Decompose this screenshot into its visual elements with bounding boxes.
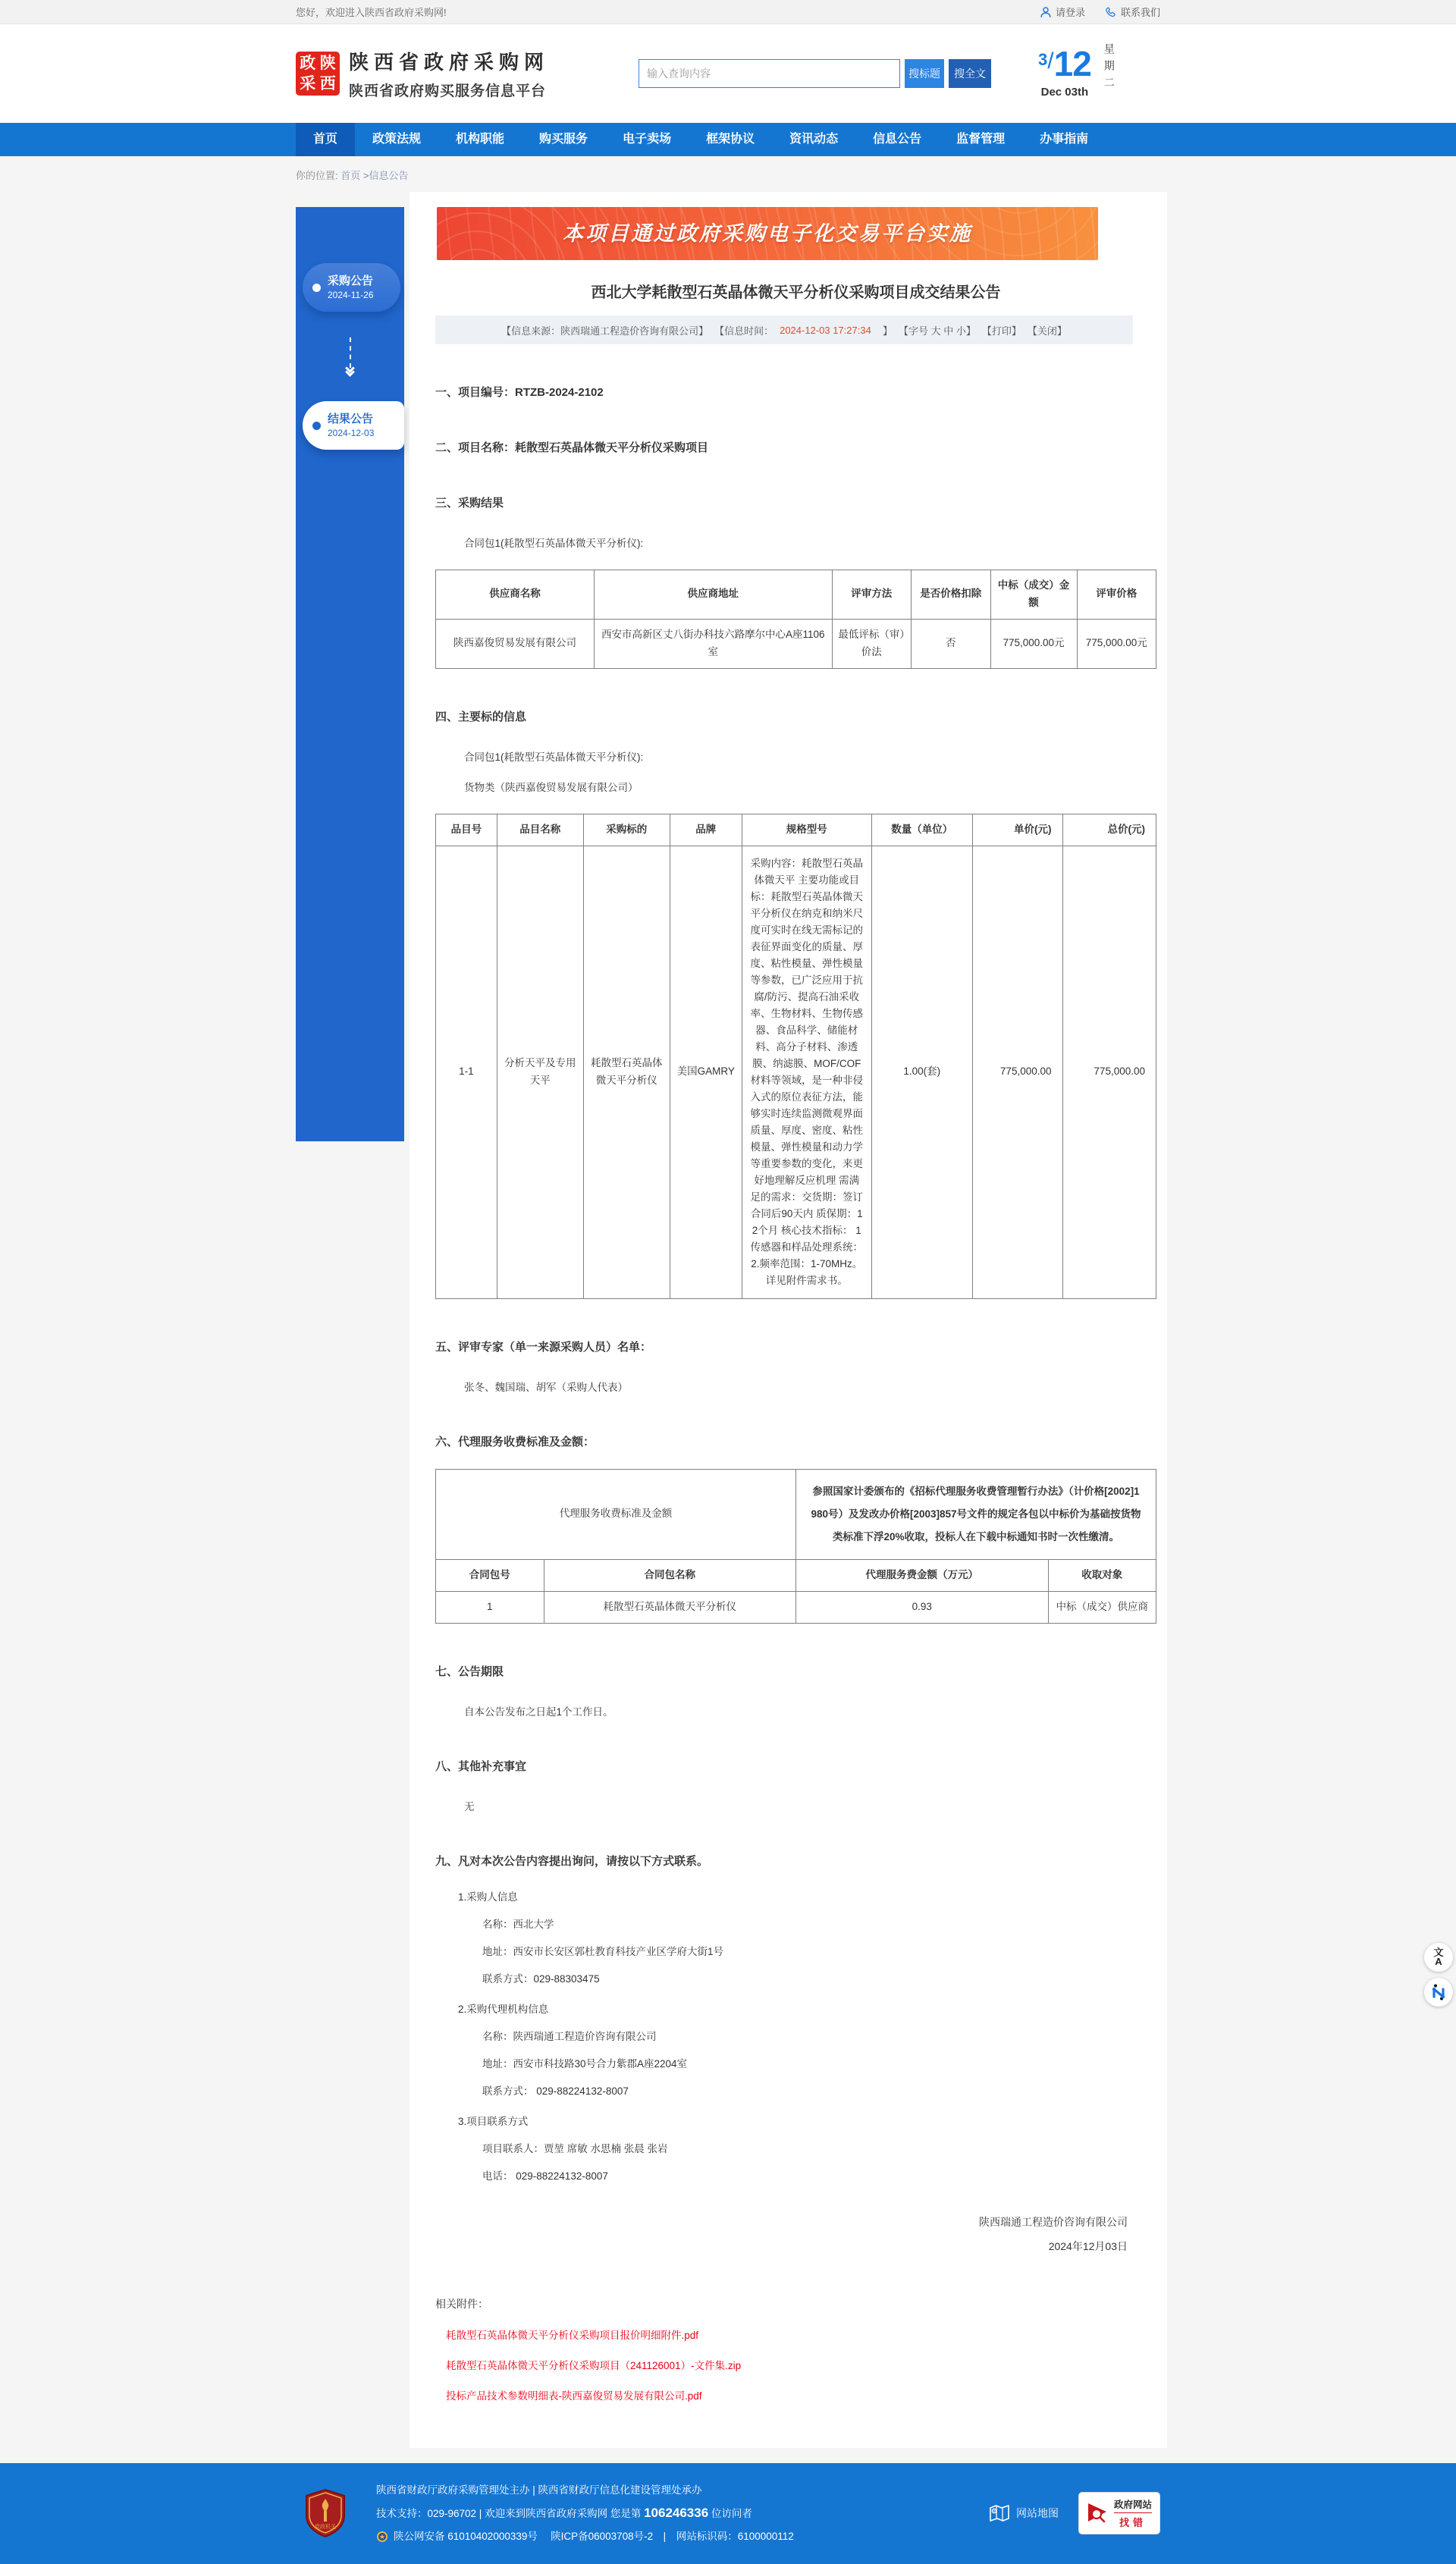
police-badge-icon [376, 2531, 388, 2543]
extension-icon [1429, 1983, 1448, 2001]
result-table [435, 570, 1156, 669]
signature-company: 陕西瑞通工程造价咨询有限公司 [979, 2215, 1128, 2228]
col-eval-method: 评审方法 [832, 570, 912, 620]
site-subtitle: 陕西省政府购买服务信息平台 [349, 83, 547, 99]
breadcrumb: 你的位置: 首页 >信息公告 [296, 170, 409, 181]
article-meta-bar: 【信息来源：陕西瑞通工程造价咨询有限公司】 【信息时间： 2024-12-03 17:27:34 】 【字号 大 中 小】 【打印】 【关闭】 [435, 315, 1133, 344]
agency-name: 名称：陕西瑞通工程造价咨询有限公司 [482, 2030, 657, 2042]
col-qty: 数量（单位） [871, 814, 972, 846]
date-month: 3 [1038, 50, 1048, 69]
translate-icon: 文 A [1433, 1947, 1444, 1967]
login-label: 请登录 [1055, 7, 1085, 18]
footer [0, 2463, 1456, 2564]
purchaser-name: 名称：西北大学 [482, 1918, 554, 1930]
col-item-name: 品目名称 [497, 814, 583, 846]
table-row: 1 耗散型石英晶体微天平分析仪 0.93 中标（成交）供应商 [436, 1591, 1156, 1623]
sidebar [296, 207, 404, 1141]
table-row: 陕西嘉俊贸易发展有限公司 西安市高新区丈八街办科技六路摩尔中心A座1106室 最低评标（审）价法 否 775,000.00元 775,000.00元 [436, 619, 1156, 668]
project-phone: 电话： 029-88224132-8007 [482, 2170, 608, 2182]
date-english: Dec 03th [1040, 86, 1089, 99]
attachment-link[interactable]: 耗散型石英晶体微天平分析仪采购项目报价明细附件.pdf [446, 2329, 699, 2341]
fee-standard-label: 代理服务收费标准及金额 [436, 1469, 796, 1559]
bullet-dot-icon [312, 422, 321, 430]
error-report-badge[interactable]: 政府网站 找错 [1078, 2492, 1160, 2534]
date-widget: 3/12 Dec 03th 星期二 [1038, 43, 1117, 104]
col-eval-price: 评审价格 [1077, 570, 1156, 620]
col-package-no: 合同包号 [436, 1559, 544, 1591]
meta-time: 2024-12-03 17:27:34 [780, 324, 871, 336]
section-7-heading: 七、公告期限 [435, 1665, 504, 1678]
nav-item-framework[interactable]: 框架协议 [706, 133, 755, 146]
government-emblem-icon [303, 2488, 347, 2538]
col-unit-price: 单价(元) [972, 814, 1062, 846]
other-matters-text: 无 [464, 1800, 475, 1812]
section-3-heading: 三、采购结果 [435, 497, 504, 510]
fontsize-control[interactable]: 【字号 大 中 小】 [899, 325, 976, 337]
sitemap-link[interactable]: 网站地图 [990, 2504, 1059, 2522]
signature-block [435, 2210, 1156, 2258]
section-4-heading: 四、主要标的信息 [435, 710, 527, 723]
project-contacts: 项目联系人：贾堃 席敏 水思楠 张晨 张岩 [482, 2142, 668, 2154]
arrow-down-icon [296, 312, 404, 401]
contact-label: 联系我们 [1120, 7, 1160, 18]
date-day: 12 [1053, 44, 1091, 83]
footer-line2: 技术支持：029-96702 | 欢迎来到陕西省政府采购网 您是第 106246336 位访问者 [376, 2505, 752, 2520]
main-area [296, 192, 1160, 2448]
attachment-link[interactable]: 投标产品技术参数明细表-陕西嘉俊贸易发展有限公司.pdf [446, 2390, 702, 2402]
purchaser-contact: 联系方式：029-88303475 [482, 1972, 600, 1985]
section-1-heading: 一、项目编号：RTZB-2024-2102 [435, 386, 604, 399]
login-link[interactable] [1040, 5, 1085, 19]
breadcrumb-home[interactable]: 首页 [340, 170, 361, 181]
contact-link[interactable] [1105, 5, 1160, 19]
date-weekday: 星期二 [1103, 43, 1116, 93]
print-button[interactable]: 【打印】 [981, 325, 1021, 337]
section-9-heading: 九、凡对本次公告内容提出询问，请按以下方式联系。 [435, 1854, 709, 1868]
nav-item-home[interactable]: 首页 [296, 123, 355, 156]
agency-address: 地址：西安市科技路30号合力紫郡A座2204室 [482, 2057, 688, 2070]
agency-title: 2.采购代理机构信息 [458, 2003, 549, 2015]
attachment-link[interactable]: 耗散型石英晶体微天平分析仪采购项目（241126001）-文件集.zip [446, 2359, 742, 2371]
footer-line3: 陕公网安备 61010402000339号 陕ICP备06003708号-2 | 网站标识码：6100000112 [376, 2525, 794, 2548]
search-title-button[interactable]: 搜标题 [905, 59, 944, 88]
col-total-price: 总价(元) [1062, 814, 1156, 846]
col-fee-payer: 收取对象 [1048, 1559, 1156, 1591]
search-box [639, 59, 991, 88]
attachments-heading: 相关附件： [435, 2297, 488, 2310]
col-brand: 品牌 [670, 814, 742, 846]
section-8-heading: 八、其他补充事宜 [435, 1759, 527, 1773]
section-6-heading: 六、代理服务收费标准及金额： [435, 1435, 595, 1448]
platform-banner: 本项目通过政府采购电子化交易平台实施 [437, 207, 1098, 260]
col-fee-amount: 代理服务费金额（万元） [796, 1559, 1049, 1591]
agency-contact: 联系方式： 029-88224132-8007 [482, 2085, 629, 2097]
category-line: 货物类（陕西嘉俊贸易发展有限公司） [464, 781, 639, 793]
signature-date: 2024年12月03日 [1048, 2239, 1128, 2252]
meta-time-prefix: 【信息时间： [714, 325, 774, 337]
col-subject: 采购标的 [583, 814, 670, 846]
nav-item-supervision[interactable]: 监督管理 [956, 133, 1006, 146]
bullet-dot-icon [312, 284, 321, 292]
purchaser-address: 地址：西安市长安区郭杜教育科技产业区学府大街1号 [482, 1945, 724, 1957]
phone-icon [1105, 6, 1117, 18]
col-supplier-name: 供应商名称 [436, 570, 595, 620]
svg-text:党政机关: 党政机关 [315, 2525, 336, 2531]
search-fulltext-button[interactable]: 搜全文 [949, 59, 991, 88]
col-item-no: 品目号 [436, 814, 497, 846]
sidebar-item-purchase-notice[interactable]: 采购公告 2024-11-26 [303, 263, 400, 312]
fee-standard-note: 参照国家计委颁布的《招标代理服务收费管理暂行办法》（计价格[2002]1980号）及发改办价格[2003]857号文件的规定各包以中标价为基础按货物类标准下浮20%收取，投标人在下载中标通知书时一次性缴清。 [796, 1469, 1156, 1559]
meta-source: 【信息来源：陕西瑞通工程造价咨询有限公司】 [501, 325, 709, 337]
flag-magnifier-icon [1087, 2502, 1109, 2525]
nav-item-e-mall[interactable]: 电子卖场 [623, 133, 672, 146]
breadcrumb-current[interactable]: 信息公告 [369, 170, 409, 181]
extension-button[interactable] [1424, 1978, 1453, 2007]
package-line: 合同包1(耗散型石英晶体微天平分析仪): [464, 751, 644, 763]
topbar [0, 0, 1456, 24]
close-button[interactable]: 【关闭】 [1027, 325, 1067, 337]
col-price-deduction: 是否价格扣除 [912, 570, 991, 620]
project-contact-title: 3.项目联系方式 [458, 2115, 529, 2127]
nav-item-functions[interactable]: 机构职能 [456, 133, 505, 146]
col-spec: 规格型号 [742, 814, 871, 846]
main-nav [0, 123, 1456, 156]
notice-period-text: 自本公告发布之日起1个工作日。 [464, 1706, 613, 1718]
nav-item-policies[interactable]: 政策法规 [372, 133, 422, 146]
site-title: 陕西省政府采购网 [349, 51, 550, 74]
site-header [0, 24, 1456, 123]
nav-item-news[interactable]: 资讯动态 [789, 133, 839, 146]
col-supplier-addr: 供应商地址 [595, 570, 833, 620]
table-row: 1-1 分析天平及专用天平 耗散型石英晶体微天平分析仪 美国GAMRY 采购内容：耗散型石英晶体微天平 主要功能或目标：耗散型石英晶体微天平分析仪在纳克和纳米尺度可实时在线无需标记的表征界面变化的质量、厚度、粘性模量、弹性模量等参数，已广泛应用于抗腐/防污、提高石油采收率、生物材料、生物传感器、食品科学、储能材料、高分子材料、渗透膜、纳滤膜、MOF/COF材料等领域，是一种非侵入式的原位表征方法，能够实时连续监测微观界面质量、厚度、密度、粘性模量、弹性模量和动力学等重要参数的变化，来更好地理解反应机理 需满足的需求：交货期：签订合同后90天内 质保期：12个月 核心技术指标： 1传感器和样品处理系统： 2.频率范围：1-70MHz。详见附件需求书。 1.00(套) 775,000.00 775,000.00 [436, 846, 1156, 1298]
nav-item-purchase-services[interactable]: 购买服务 [539, 133, 588, 146]
section-2-heading: 二、项目名称：耗散型石英晶体微天平分析仪采购项目 [435, 441, 709, 454]
expert-names: 张冬、魏国瑞、胡军（采购人代表） [464, 1381, 628, 1393]
subject-table [435, 814, 1156, 1299]
purchaser-title: 1.采购人信息 [458, 1891, 518, 1903]
visitor-count: 106246336 [644, 2505, 709, 2520]
translate-button[interactable] [1424, 1943, 1453, 1972]
site-logo: 政 陕 采 西 [296, 52, 340, 96]
search-input[interactable] [639, 59, 900, 88]
map-icon [990, 2504, 1009, 2522]
col-award-amount: 中标（成交）金额 [990, 570, 1077, 620]
package-line: 合同包1(耗散型石英晶体微天平分析仪): [464, 538, 644, 549]
col-package-name: 合同包名称 [544, 1559, 796, 1591]
section-5-heading: 五、评审专家（单一来源采购人员）名单： [435, 1340, 652, 1354]
content-card [410, 192, 1167, 2448]
footer-line1: 陕西省财政厅政府采购管理处主办 | 陕西省财政厅信息化建设管理处承办 [376, 2484, 702, 2496]
page-title: 西北大学耗散型石英晶体微天平分析仪采购项目成交结果公告 [591, 284, 1001, 301]
nav-item-announcements[interactable]: 信息公告 [873, 133, 922, 146]
floating-buttons [1424, 1943, 1453, 2007]
welcome-text: 您好，欢迎进入陕西省政府采购网! [296, 7, 447, 18]
breadcrumb-prefix: 你的位置: [296, 170, 338, 181]
spec-cell: 采购内容：耗散型石英晶体微天平 主要功能或目标：耗散型石英晶体微天平分析仪在纳克和纳米尺度可实时在线无需标记的表征界面变化的质量、厚度、粘性模量、弹性模量等参数，已广泛应用于抗腐/防污、提高石油采收率、生物材料、生物传感器、食品科学、储能材料、高分子材料、渗透膜、纳滤膜、MOF/COF材料等领域，是一种非侵入式的原位表征方法，能够实时连续监测微观界面质量、厚度、密度、粘性模量、弹性模量和动力学等重要参数的变化，来更好地理解反应机理 需满足的需求：交货期：签订合同后90天内 质保期：12个月 核心技术指标： 1传感器和样品处理系统： 2.频率范围：1-70MHz。详见附件需求书。 [742, 846, 871, 1298]
agency-fee-table [435, 1469, 1156, 1624]
sidebar-item-result-notice[interactable]: 结果公告 2024-12-03 [303, 401, 404, 450]
user-icon [1040, 6, 1052, 18]
nav-item-guide[interactable]: 办事指南 [1040, 133, 1089, 146]
